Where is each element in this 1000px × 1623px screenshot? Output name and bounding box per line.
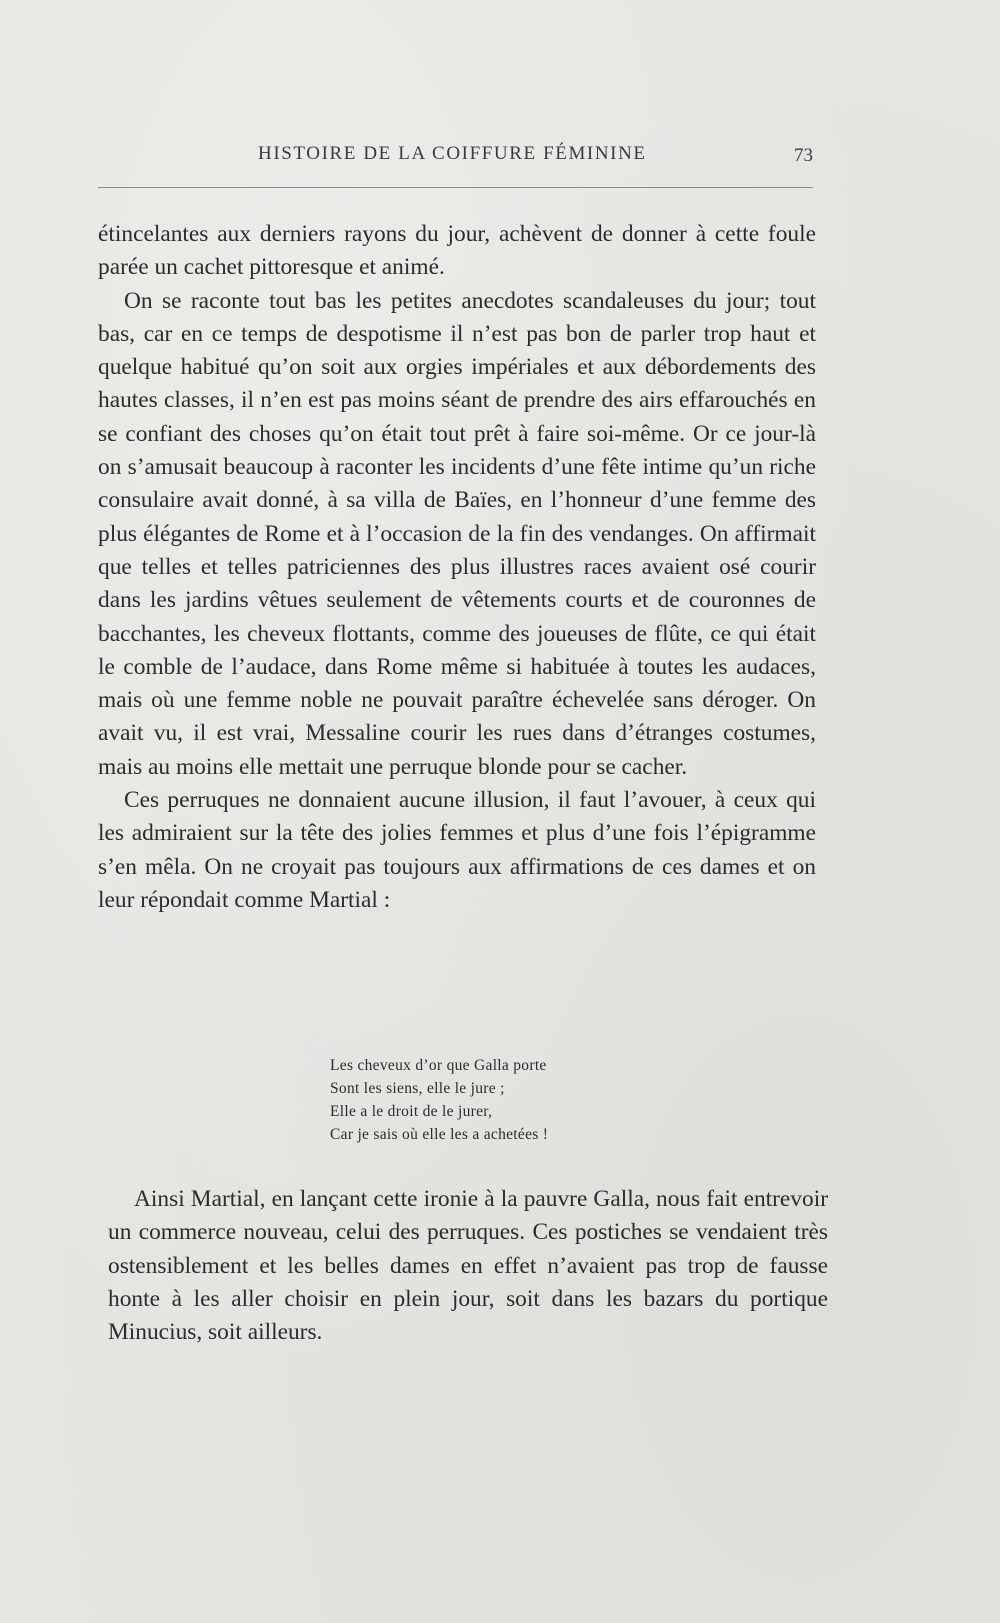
running-title: HISTOIRE DE LA COIFFURE FÉMININE (258, 143, 647, 164)
paragraph: On se raconte tout bas les petites anecdotes scandaleuses du jour; tout bas, car en ce temps de despotisme il n’est pas bon de parler trop haut et quelque habitué qu’on soit aux orgies impériales et aux débordements des hautes classes, il n’en est pas moins séant de prendre des airs effarouchés en se confiant des choses qu’on était tout prêt à faire soi-même. Or ce jour-là on s’amusait beaucoup à raconter les incidents d’une fête intime qu’un riche consulaire avait donné, à sa villa de Baïes, en l’honneur d’une femme des plus élégantes de Rome et à l’occasion de la fin des vendanges. On affirmait que telles et telles patriciennes des plus illustres races avaient osé courir dans les jardins vêtues seulement de vêtements courts et de couronnes de bacchantes, les cheveux flottants, comme des joueuses de flûte, ce qui était le comble de l’audace, dans Rome même si habituée à toutes les audaces, mais où une femme noble ne pouvait paraître échevelée sans déroger. On avait vu, il est vrai, Messaline courir les rues dans d’étranges costumes, mais au moins elle mettait une perruque blonde pour se cacher. (98, 287, 816, 780)
verse-line: Elle a le droit de le jurer, (330, 1103, 493, 1120)
closing-text (108, 1183, 828, 1349)
verse-line: Car je sais où elle les a achetées ! (330, 1126, 549, 1143)
paragraph: Ces perruques ne donnaient aucune illusion, il faut l’avouer, à ceux qui les admiraient sur la tête des jolies femmes et plus d’une fois l’épigramme s’en mêla. On ne croyait pas toujours aux affirmations de ces dames et on leur répondait comme Martial : (98, 787, 816, 913)
verse-line: Les cheveux d’or que Galla porte (330, 1057, 547, 1074)
page-number: 73 (794, 145, 813, 166)
paragraph-continuation: étincelantes aux derniers rayons du jour, achèvent de donner à cette foule parée un cachet pittoresque et animé. (98, 221, 816, 281)
main-text (98, 218, 816, 917)
page-header (98, 143, 813, 173)
epigram-verse (330, 1054, 548, 1146)
verse-line: Sont les siens, elle le jure ; (330, 1080, 505, 1097)
header-rule (98, 187, 813, 188)
paragraph: Ainsi Martial, en lançant cette ironie à la pauvre Galla, nous fait entrevoir un commerce nouveau, celui des perruques. Ces postiches se vendaient très ostensiblement et les belles dames en effet n’avaient pas trop de fausse honte à les aller choisir en plein jour, soit dans les bazars du portique Minucius, soit ailleurs. (108, 1186, 828, 1346)
